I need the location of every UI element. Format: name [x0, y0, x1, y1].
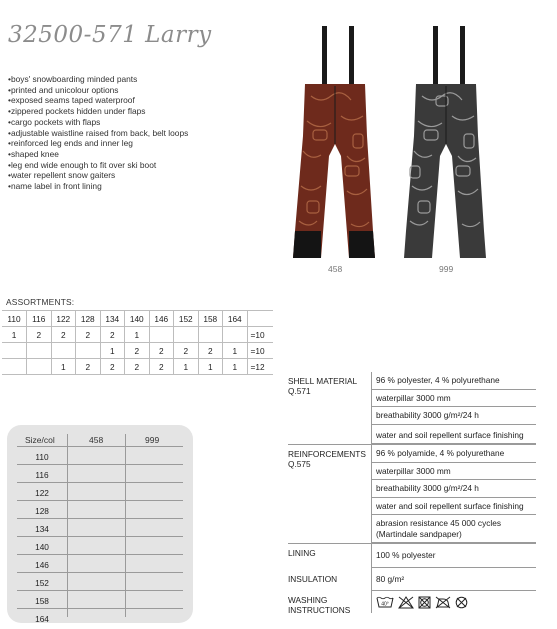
spec-insulation: [288, 568, 536, 592]
size-header: 122: [51, 311, 76, 327]
assortments-header-row: [2, 311, 273, 327]
size-value: 140: [35, 542, 49, 552]
assortment-cell: 1: [2, 327, 27, 343]
assortment-cell: 2: [27, 327, 52, 343]
feature-item: • name label in front lining: [8, 181, 188, 192]
size-value: 110: [35, 452, 49, 462]
wash-temp-text: 40°: [381, 601, 389, 608]
spec-value: breathability 3000 g/m²/24 h: [372, 407, 536, 425]
spec-value: waterpillar 3000 mm: [372, 390, 536, 408]
no-dry-clean-icon: [455, 596, 468, 609]
size-row[interactable]: [17, 483, 183, 501]
size-header: 110: [2, 311, 27, 327]
feature-list: [8, 74, 188, 192]
spec-value: breathability 3000 g/m²/24 h: [372, 480, 536, 498]
assortment-cell: 2: [174, 343, 199, 359]
header-divider: [17, 429, 183, 447]
spec-label: REINFORCEMENTS Q.575: [288, 449, 366, 469]
assortment-cell: 1: [174, 359, 199, 375]
size-header: 152: [174, 311, 199, 327]
product-title: 32500-571 Larry: [8, 22, 212, 48]
assortment-cell: 1: [100, 343, 125, 359]
assortment-cell: 2: [100, 359, 125, 375]
no-iron-icon: [435, 596, 451, 609]
spec-value: 96 % polyester, 4 % polyurethane: [372, 372, 536, 390]
assortment-cell: 2: [76, 327, 101, 343]
feature-item: • reinforced leg ends and inner leg: [8, 138, 188, 149]
feature-item: • water repellent snow gaiters: [8, 170, 188, 181]
spec-value: water and soil repellent surface finishing: [372, 425, 536, 445]
assortment-total: =10: [247, 343, 273, 359]
feature-item: • leg end wide enough to fit over ski boot: [8, 160, 188, 171]
size-value: 116: [35, 470, 49, 480]
size-row[interactable]: [17, 591, 183, 609]
color-code-label: 999: [439, 264, 454, 274]
size-row[interactable]: [17, 447, 183, 465]
spec-value: 96 % polyamide, 4 % polyurethane: [372, 445, 536, 463]
size-row[interactable]: [17, 555, 183, 573]
assortment-cell: 1: [51, 359, 76, 375]
size-row[interactable]: [17, 537, 183, 555]
size-value: 134: [35, 524, 49, 534]
assortment-cell: 2: [125, 343, 150, 359]
assortment-cell: [27, 359, 52, 375]
size-header: 116: [27, 311, 52, 327]
assortment-cell: [51, 343, 76, 359]
color-header: 458: [89, 435, 104, 445]
size-header: 146: [149, 311, 174, 327]
assortment-cell: [149, 327, 174, 343]
assortment-total: =10: [247, 327, 273, 343]
spec-table: [288, 372, 536, 613]
spec-washing: [288, 591, 536, 613]
assortment-cell: [223, 327, 248, 343]
assortment-cell: 2: [51, 327, 76, 343]
color-code-label: 458: [328, 264, 343, 274]
assortment-cell: [174, 327, 199, 343]
size-color-order-form: [7, 425, 193, 623]
feature-item: • adjustable waistline raised from back, belt loops: [8, 128, 188, 139]
size-value: 164: [35, 614, 49, 624]
wash-icons: [372, 591, 536, 613]
spec-reinforcements: [288, 444, 536, 543]
size-row[interactable]: [17, 519, 183, 537]
assortment-cell: [2, 359, 27, 375]
assortment-cell: [27, 343, 52, 359]
total-header: [247, 311, 273, 327]
no-bleach-icon: [398, 596, 414, 609]
assortments-label: ASSORTMENTS:: [6, 297, 75, 307]
assortment-cell: [198, 327, 223, 343]
assortment-cell: 2: [100, 327, 125, 343]
spec-label: WASHING INSTRUCTIONS: [288, 595, 351, 615]
size-row[interactable]: [17, 465, 183, 483]
feature-item: • boys' snowboarding minded pants: [8, 74, 188, 85]
assortment-total: =12: [247, 359, 273, 375]
assortment-cell: 2: [76, 359, 101, 375]
size-value: 128: [35, 506, 49, 516]
wash-40-icon: [376, 596, 394, 608]
spec-value: water and soil repellent surface finishing: [372, 498, 536, 516]
pants-image-458: [285, 26, 385, 262]
size-value: 152: [35, 578, 49, 588]
assortment-cell: 2: [198, 343, 223, 359]
color-header: 999: [145, 435, 160, 445]
size-header: 140: [125, 311, 150, 327]
spec-value: waterpillar 3000 mm: [372, 463, 536, 481]
assortment-row: [2, 359, 273, 375]
feature-item: • cargo pockets with flaps: [8, 117, 188, 128]
spec-label: INSULATION: [288, 573, 338, 584]
feature-item: • exposed seams taped waterproof: [8, 95, 188, 106]
spec-lining: [288, 543, 536, 568]
assortment-cell: 2: [149, 343, 174, 359]
size-value: 158: [35, 596, 49, 606]
assortment-cell: 1: [223, 359, 248, 375]
size-value: 122: [35, 488, 49, 498]
size-header: 158: [198, 311, 223, 327]
size-header: 134: [100, 311, 125, 327]
pants-image-999: [396, 26, 496, 262]
assortment-cell: 1: [223, 343, 248, 359]
no-tumble-dry-icon: [418, 596, 431, 609]
assortment-row: [2, 327, 273, 343]
spec-value: 80 g/m²: [372, 568, 536, 592]
spec-value: 100 % polyester: [372, 544, 536, 568]
size-row[interactable]: [17, 573, 183, 591]
assortments-table: [2, 310, 273, 375]
feature-item: • shaped knee: [8, 149, 188, 160]
size-header: 164: [223, 311, 248, 327]
spec-label: SHELL MATERIAL Q.571: [288, 376, 357, 396]
assortment-cell: 2: [125, 359, 150, 375]
assortment-row: [2, 343, 273, 359]
spec-label: LINING: [288, 548, 316, 558]
feature-item: • zippered pockets hidden under flaps: [8, 106, 188, 117]
size-col-header: Size/col: [25, 435, 55, 445]
size-row[interactable]: [17, 609, 183, 627]
assortment-cell: [76, 343, 101, 359]
size-value: 146: [35, 560, 49, 570]
feature-item: • printed and unicolour options: [8, 85, 188, 96]
assortment-cell: 1: [198, 359, 223, 375]
assortment-cell: 1: [125, 327, 150, 343]
spec-shell-material: [288, 372, 536, 444]
size-row[interactable]: [17, 501, 183, 519]
size-header: 128: [76, 311, 101, 327]
assortment-cell: 2: [149, 359, 174, 375]
assortment-cell: [2, 343, 27, 359]
spec-value: abrasion resistance 45 000 cycles (Martindale sandpaper): [372, 515, 536, 543]
